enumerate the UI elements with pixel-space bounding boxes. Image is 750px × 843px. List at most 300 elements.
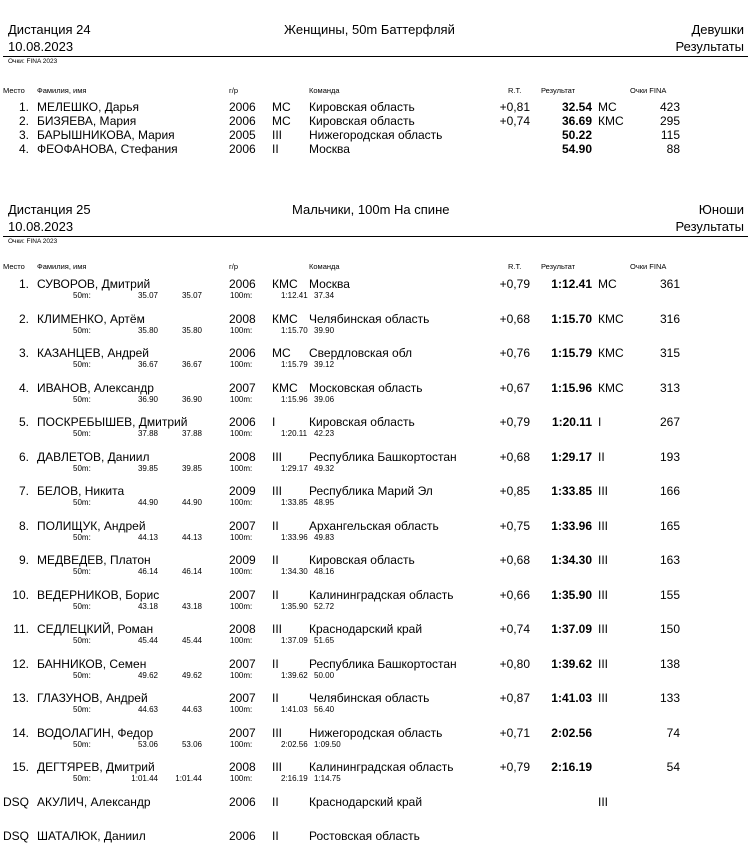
sport-rank: III <box>272 128 283 142</box>
split-50-lap: 36.67 <box>181 360 202 369</box>
split-50-time: 49.62 <box>137 670 158 680</box>
split-100-label: 100m: <box>230 567 253 576</box>
grade: III <box>598 656 609 671</box>
col-place: Место <box>3 262 25 271</box>
split-100-time: 1:15.70 <box>281 325 308 335</box>
athlete-name: МЕДВЕДЕВ, Платон <box>37 553 151 567</box>
split-100-lap: 39.90 <box>314 325 335 335</box>
col-team: Команда <box>309 86 340 95</box>
split-50-time: 36.90 <box>137 394 158 404</box>
split-50-lap: 1:01.44 <box>175 774 202 783</box>
place: 13. <box>12 691 29 705</box>
team: Кировская область <box>309 100 415 114</box>
split-50-time: 1:01.44 <box>131 774 158 783</box>
split-50-label: 50m: <box>73 325 91 335</box>
event-title: Женщины, 50m Баттерфляй <box>284 22 455 37</box>
grade: II <box>598 449 605 464</box>
result-row <box>0 415 750 438</box>
result-time: 1:35.90 <box>551 587 592 602</box>
birth-year: 2007 <box>229 518 256 533</box>
split-100-lap: 39.06 <box>314 394 335 404</box>
result-row <box>0 100 750 114</box>
split-50-label: 50m: <box>73 567 91 576</box>
split-50-lap: 36.90 <box>181 394 202 404</box>
col-result: Результат <box>541 86 576 95</box>
reaction-time: +0,79 <box>499 415 530 429</box>
result-time: 1:15.96 <box>551 380 592 395</box>
reaction-time: +0,68 <box>499 311 530 326</box>
result-time: 54.90 <box>561 142 592 156</box>
fina-points: 115 <box>660 128 680 142</box>
split-50-lap: 44.90 <box>181 498 202 507</box>
reaction-time: +0,79 <box>499 277 530 291</box>
reaction-time: +0,66 <box>499 587 530 602</box>
result-row <box>0 380 750 404</box>
col-name: Фамилия, имя <box>37 262 87 271</box>
result-row <box>0 795 750 809</box>
athlete-name: БИЗЯЕВА, Мария <box>37 114 137 128</box>
split-50-label: 50m: <box>73 498 91 507</box>
split-50-label: 50m: <box>73 601 91 611</box>
result-row <box>0 553 750 576</box>
split-50-lap: 46.14 <box>181 567 202 576</box>
birth-year: 2007 <box>229 725 256 740</box>
result-row <box>0 449 750 473</box>
split-100-time: 1:15.96 <box>281 394 308 404</box>
birth-year: 2006 <box>229 100 256 114</box>
reaction-time: +0,71 <box>499 725 530 740</box>
athlete-name: ВОДОЛАГИН, Федор <box>37 725 154 740</box>
split-50-label: 50m: <box>73 705 91 714</box>
sport-rank: I <box>272 415 276 429</box>
split-100-lap: 48.16 <box>314 567 335 576</box>
team: Кировская область <box>309 553 415 567</box>
fina-points: 193 <box>659 449 680 464</box>
place: 3. <box>18 346 29 360</box>
result-row <box>0 760 750 783</box>
team: Москва <box>309 277 350 291</box>
athlete-name: КАЗАНЦЕВ, Андрей <box>37 346 150 360</box>
team: Краснодарский край <box>309 622 423 636</box>
athlete-name: ВЕДЕРНИКОВ, Борис <box>37 587 160 602</box>
split-50-label: 50m: <box>73 739 91 749</box>
grade: III <box>598 622 609 636</box>
fina-points: 133 <box>659 691 680 705</box>
split-100-label: 100m: <box>230 394 253 404</box>
split-100-time: 1:20.11 <box>281 429 308 438</box>
athlete-name: ГЛАЗУНОВ, Андрей <box>37 691 148 705</box>
result-time: 1:20.11 <box>551 415 592 429</box>
birth-year: 2006 <box>229 794 256 809</box>
sport-rank: II <box>272 829 279 843</box>
birth-year: 2009 <box>229 553 256 567</box>
fina-points: 150 <box>659 622 680 636</box>
split-50-lap: 44.13 <box>181 532 202 542</box>
grade: КМС <box>598 114 624 128</box>
grade: КМС <box>598 380 624 395</box>
col-points: Очки FINA <box>630 262 667 271</box>
split-100-time: 1:37.09 <box>281 636 308 645</box>
result-row <box>0 656 750 680</box>
athlete-name: МЕЛЕШКО, Дарья <box>37 100 139 114</box>
team: Москва <box>309 142 350 156</box>
split-100-lap: 48.95 <box>314 498 335 507</box>
athlete-name: ДАВЛЕТОВ, Даниил <box>37 449 150 464</box>
points-note: Очки: FINA 2023 <box>8 238 58 245</box>
points-note: Очки: FINA 2023 <box>8 58 58 65</box>
sport-rank: III <box>272 760 283 774</box>
split-50-time: 53.06 <box>137 739 158 749</box>
fina-points: 316 <box>659 311 680 326</box>
event-date: 10.08.2023 <box>8 219 74 234</box>
birth-year: 2006 <box>229 829 256 843</box>
sport-rank: II <box>272 553 279 567</box>
result-time: 1:12.41 <box>551 277 592 291</box>
split-100-label: 100m: <box>230 463 253 473</box>
split-100-time: 1:33.96 <box>281 532 308 542</box>
result-time: 32.54 <box>561 100 592 114</box>
place: 6. <box>18 449 29 464</box>
birth-year: 2007 <box>229 380 256 395</box>
split-100-label: 100m: <box>230 774 253 783</box>
event-subtitle: Результаты <box>675 39 744 54</box>
split-50-lap: 53.06 <box>181 739 202 749</box>
athlete-name: ФЕОФАНОВА, Стефания <box>37 142 178 156</box>
split-50-time: 44.63 <box>137 705 158 714</box>
split-100-lap: 42.23 <box>314 429 335 438</box>
birth-year: 2008 <box>229 760 256 774</box>
col-yob: г/р <box>229 262 238 271</box>
team: Свердловская обл <box>309 346 413 360</box>
sport-rank: II <box>272 587 279 602</box>
split-100-label: 100m: <box>230 705 253 714</box>
split-100-time: 1:29.17 <box>281 463 308 473</box>
result-row <box>0 622 750 645</box>
split-100-lap: 50.00 <box>314 670 335 680</box>
sport-rank: II <box>272 656 279 671</box>
split-50-label: 50m: <box>73 429 91 438</box>
split-50-time: 35.80 <box>137 325 158 335</box>
fina-points: 165 <box>659 518 680 533</box>
split-50-label: 50m: <box>73 463 91 473</box>
team: Калининградская область <box>309 760 454 774</box>
split-100-label: 100m: <box>230 360 253 369</box>
split-100-lap: 1:14.75 <box>314 774 341 783</box>
place: 3. <box>18 128 29 142</box>
grade: III <box>598 794 609 809</box>
athlete-name: КЛИМЕНКО, Артём <box>37 311 145 326</box>
col-yob: г/р <box>229 86 238 95</box>
place: 14. <box>12 725 29 740</box>
result-row <box>0 128 750 142</box>
birth-year: 2006 <box>229 142 256 156</box>
sport-rank: КМС <box>272 277 298 291</box>
team: Кировская область <box>309 114 415 128</box>
header-rule <box>3 236 748 237</box>
result-time: 2:16.19 <box>551 760 592 774</box>
team: Кировская область <box>309 415 415 429</box>
split-100-lap: 56.40 <box>314 705 335 714</box>
athlete-name: СЕДЛЕЦКИЙ, Роман <box>37 622 154 636</box>
split-50-lap: 35.80 <box>181 325 202 335</box>
split-100-label: 100m: <box>230 532 253 542</box>
grade: III <box>598 484 609 498</box>
split-50-time: 46.14 <box>137 567 158 576</box>
col-rt: R.T. <box>508 262 522 271</box>
reaction-time: +0,85 <box>499 484 530 498</box>
result-time: 2:02.56 <box>551 725 592 740</box>
split-100-time: 1:15.79 <box>281 360 308 369</box>
athlete-name: БАРЫШНИКОВА, Мария <box>37 128 175 142</box>
split-100-label: 100m: <box>230 498 253 507</box>
event-distance: Дистанция 24 <box>8 22 91 37</box>
sport-rank: II <box>272 691 279 705</box>
col-place: Место <box>3 86 25 95</box>
split-50-lap: 45.44 <box>181 636 202 645</box>
split-100-time: 2:16.19 <box>281 774 308 783</box>
split-100-lap: 51.65 <box>314 636 335 645</box>
team: Московская область <box>309 380 423 395</box>
split-50-lap: 35.07 <box>181 291 202 300</box>
col-name: Фамилия, имя <box>37 86 87 95</box>
split-50-label: 50m: <box>73 670 91 680</box>
grade: КМС <box>598 311 624 326</box>
place: 12. <box>12 656 29 671</box>
reaction-time: +0,76 <box>499 346 530 360</box>
place: 9. <box>18 553 29 567</box>
birth-year: 2009 <box>229 484 256 498</box>
result-row <box>0 829 750 843</box>
sport-rank: МС <box>272 100 291 114</box>
grade: КМС <box>598 346 624 360</box>
split-100-time: 2:02.56 <box>281 739 308 749</box>
result-row <box>0 277 750 300</box>
result-time: 1:33.96 <box>551 518 592 533</box>
reaction-time: +0,68 <box>499 449 530 464</box>
result-time: 1:33.85 <box>551 484 592 498</box>
result-time: 1:29.17 <box>551 449 592 464</box>
place: 2. <box>18 114 29 128</box>
result-row <box>0 311 750 335</box>
event-title: Мальчики, 100m На спине <box>292 202 450 217</box>
athlete-name: ПОСКРЕБЫШЕВ, Дмитрий <box>37 415 188 429</box>
split-100-label: 100m: <box>230 601 253 611</box>
sport-rank: КМС <box>272 311 298 326</box>
athlete-name: ДЕГТЯРЕВ, Дмитрий <box>37 760 155 774</box>
sport-rank: КМС <box>272 380 298 395</box>
split-50-lap: 44.63 <box>181 705 202 714</box>
athlete-name: БАННИКОВ, Семен <box>37 656 147 671</box>
place: DSQ <box>3 794 30 809</box>
birth-year: 2006 <box>229 277 256 291</box>
sport-rank: II <box>272 794 279 809</box>
place: 15. <box>12 760 29 774</box>
split-50-time: 35.07 <box>137 291 158 300</box>
fina-points: 88 <box>666 142 680 156</box>
team: Ростовская область <box>309 829 420 843</box>
fina-points: 74 <box>666 725 680 740</box>
split-50-time: 45.44 <box>137 636 158 645</box>
birth-year: 2008 <box>229 311 256 326</box>
split-50-lap: 39.85 <box>181 463 202 473</box>
split-100-label: 100m: <box>230 429 253 438</box>
result-row <box>0 114 750 128</box>
result-row <box>0 691 750 714</box>
split-50-lap: 43.18 <box>181 601 202 611</box>
col-team: Команда <box>309 262 340 271</box>
athlete-name: СУВОРОВ, Дмитрий <box>37 277 151 291</box>
grade: I <box>598 415 602 429</box>
result-time: 1:34.30 <box>551 553 592 567</box>
sport-rank: III <box>272 484 283 498</box>
split-100-time: 1:41.03 <box>281 705 308 714</box>
col-points: Очки FINA <box>630 86 667 95</box>
fina-points: 267 <box>659 415 680 429</box>
reaction-time: +0,74 <box>499 622 530 636</box>
split-50-lap: 37.88 <box>181 429 202 438</box>
event-distance: Дистанция 25 <box>8 202 91 217</box>
sport-rank: МС <box>272 114 291 128</box>
split-100-time: 1:35.90 <box>281 601 308 611</box>
place: 8. <box>18 518 29 533</box>
event-group: Девушки <box>691 22 744 37</box>
athlete-name: ШАТАЛЮК, Даниил <box>37 829 146 843</box>
reaction-time: +0,79 <box>499 760 530 774</box>
birth-year: 2007 <box>229 656 256 671</box>
fina-points: 423 <box>659 100 680 114</box>
fina-points: 163 <box>659 553 680 567</box>
fina-points: 54 <box>666 760 680 774</box>
team: Нижегородская область <box>309 128 443 142</box>
split-50-time: 37.88 <box>137 429 158 438</box>
team: Челябинская область <box>309 311 430 326</box>
split-50-label: 50m: <box>73 291 91 300</box>
result-time: 1:41.03 <box>551 691 592 705</box>
result-time: 36.69 <box>561 114 592 128</box>
split-100-lap: 49.32 <box>314 463 335 473</box>
split-50-time: 39.85 <box>137 463 158 473</box>
event-group: Юноши <box>698 202 744 217</box>
birth-year: 2006 <box>229 415 256 429</box>
split-50-time: 36.67 <box>137 360 158 369</box>
team: Челябинская область <box>309 691 430 705</box>
place: 1. <box>18 100 29 114</box>
event-subtitle: Результаты <box>675 219 744 234</box>
grade: III <box>598 518 609 533</box>
result-row <box>0 346 750 369</box>
event-date: 10.08.2023 <box>8 39 74 54</box>
header-rule <box>3 56 748 57</box>
fina-points: 138 <box>659 656 680 671</box>
split-100-lap: 39.12 <box>314 360 335 369</box>
col-result: Результат <box>541 262 576 271</box>
split-50-label: 50m: <box>73 360 91 369</box>
split-50-label: 50m: <box>73 774 91 783</box>
grade: III <box>598 691 609 705</box>
athlete-name: ПОЛИЩУК, Андрей <box>37 518 146 533</box>
result-row <box>0 484 750 507</box>
split-100-lap: 49.83 <box>314 532 335 542</box>
team: Краснодарский край <box>309 794 423 809</box>
fina-points: 295 <box>659 114 680 128</box>
place: 2. <box>18 311 29 326</box>
fina-points: 166 <box>659 484 680 498</box>
place: 4. <box>18 142 29 156</box>
place: DSQ <box>3 829 30 843</box>
result-row <box>0 725 750 749</box>
split-50-lap: 49.62 <box>181 670 202 680</box>
team: Архангельская область <box>309 518 439 533</box>
split-100-lap: 37.34 <box>314 291 335 300</box>
place: 1. <box>18 277 29 291</box>
birth-year: 2008 <box>229 449 256 464</box>
place: 4. <box>18 380 29 395</box>
sport-rank: III <box>272 622 283 636</box>
reaction-time: +0,68 <box>499 553 530 567</box>
birth-year: 2008 <box>229 622 256 636</box>
birth-year: 2007 <box>229 691 256 705</box>
split-100-label: 100m: <box>230 291 253 300</box>
grade: III <box>598 587 609 602</box>
reaction-time: +0,67 <box>499 380 530 395</box>
split-100-time: 1:33.85 <box>281 498 308 507</box>
split-100-lap: 1:09.50 <box>314 739 341 749</box>
team: Республика Марий Эл <box>309 484 433 498</box>
place: 10. <box>12 587 29 602</box>
split-100-label: 100m: <box>230 325 253 335</box>
birth-year: 2005 <box>229 128 256 142</box>
birth-year: 2006 <box>229 346 256 360</box>
result-time: 50.22 <box>561 128 592 142</box>
result-row <box>0 142 750 156</box>
split-50-label: 50m: <box>73 636 91 645</box>
team: Республика Башкортостан <box>309 449 457 464</box>
sport-rank: III <box>272 725 283 740</box>
sport-rank: II <box>272 142 279 156</box>
sport-rank: II <box>272 518 279 533</box>
reaction-time: +0,87 <box>499 691 530 705</box>
result-time: 1:37.09 <box>551 622 592 636</box>
grade: III <box>598 553 609 567</box>
split-100-label: 100m: <box>230 739 253 749</box>
split-50-label: 50m: <box>73 532 91 542</box>
result-time: 1:15.79 <box>551 346 592 360</box>
reaction-time: +0,80 <box>499 656 530 671</box>
athlete-name: ИВАНОВ, Александр <box>37 380 154 395</box>
birth-year: 2007 <box>229 587 256 602</box>
birth-year: 2006 <box>229 114 256 128</box>
split-100-label: 100m: <box>230 636 253 645</box>
fina-points: 315 <box>659 346 680 360</box>
reaction-time: +0,74 <box>499 114 530 128</box>
col-rt: R.T. <box>508 86 522 95</box>
result-row <box>0 587 750 611</box>
reaction-time: +0,75 <box>499 518 530 533</box>
fina-points: 361 <box>659 277 680 291</box>
team: Нижегородская область <box>309 725 443 740</box>
grade: МС <box>598 100 617 114</box>
place: 5. <box>18 415 29 429</box>
split-100-time: 1:12.41 <box>281 291 308 300</box>
result-time: 1:15.70 <box>551 311 592 326</box>
split-100-time: 1:39.62 <box>281 670 308 680</box>
split-100-time: 1:34.30 <box>281 567 308 576</box>
athlete-name: БЕЛОВ, Никита <box>37 484 125 498</box>
fina-points: 155 <box>659 587 680 602</box>
split-100-label: 100m: <box>230 670 253 680</box>
place: 7. <box>18 484 29 498</box>
team: Республика Башкортостан <box>309 656 457 671</box>
